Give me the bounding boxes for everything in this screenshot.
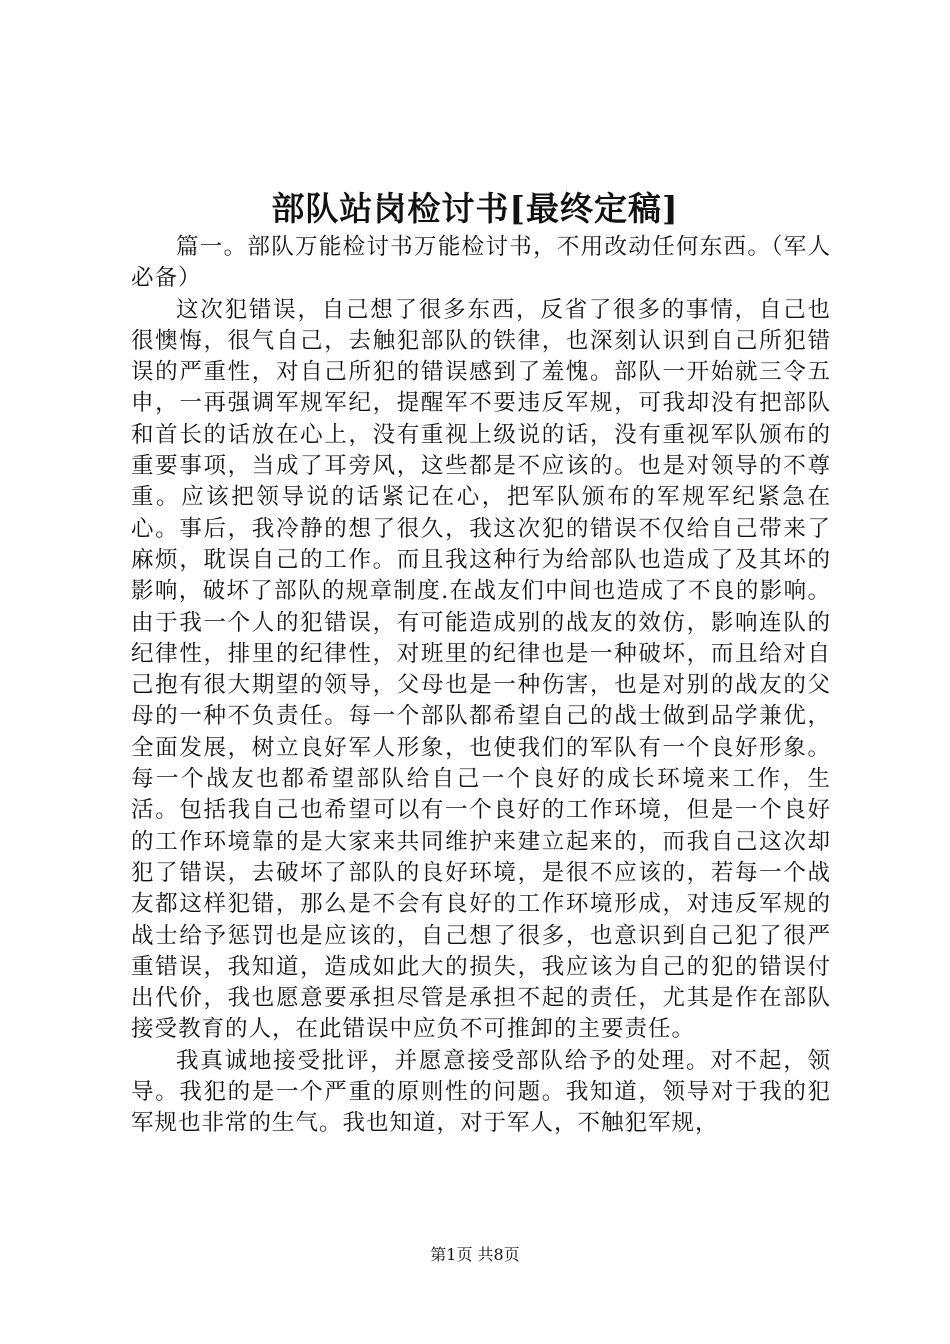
paragraph-apology: 我真诚地接受批评，并愿意接受部队给予的处理。对不起，领导。我犯的是一个严重的原则性的问题。我知道，领导对于我的犯军规也非常的生气。我也知道，对于军人，不触犯军规， (131, 1047, 831, 1137)
paragraph-main: 这次犯错误，自己想了很多东西，反省了很多的事情，自己也很懊悔，很气自己，去触犯部队的铁律，也深刻认识到自己所犯错误的严重性，对自己所犯的错误感到了羞愧。部队一开始就三令五申，一再强调军规军纪，提醒军不要违反军规，可我却没有把部队和首长的话放在心上，没有重视上级说的话，没有重视军队颁布的重要事项，当成了耳旁风，这些都是不应该的。也是对领导的不尊重。应该把领导说的话紧记在心，把军队颁布的军规军纪紧急在心。事后，我冷静的想了很久，我这次犯的错误不仅给自己带来了麻烦，耽误自己的工作。而且我这种行为给部队也造成了及其坏的影响，破坏了部队的规章制度.在战友们中间也造成了不良的影响。由于我一个人的犯错误，有可能造成别的战友的效仿，影响连队的纪律性，排里的纪律性，对班里的纪律也是一种破坏，而且给对自己抱有很大期望的领导，父母也是一种伤害，也是对别的战友的父母的一种不负责任。每一个部队都希望自己的战士做到品学兼优，全面发展，树立良好军人形象，也使我们的军队有一个良好形象。每一个战友也都希望部队给自己一个良好的成长环境来工作，生活。包括我自己也希望可以有一个良好的工作环境，但是一个良好的工作环境靠的是大家来共同维护来建立起来的，而我自己这次却犯了错误，去破坏了部队的良好环境，是很不应该的，若每一个战友都这样犯错，那么是不会有良好的工作环境形成，对违反军规的战士给予惩罚也是应该的，自己想了很多，也意识到自己犯了很严重错误，我知道，造成如此大的损失，我应该为自己的犯的错误付出代价，我也愿意要承担尽管是承担不起的责任，尤其是作在部队接受教育的人，在此错误中应负不可推卸的主要责任。 (131, 296, 831, 1043)
document-title: 部队站岗检讨书[最终定稿] (271, 189, 679, 228)
document-body (131, 232, 831, 1140)
page-footer: 第1页 共8页 (430, 1245, 520, 1264)
paragraph-intro: 篇一。部队万能检讨书万能检讨书，不用改动任何东西。（军人必备） (131, 234, 831, 292)
